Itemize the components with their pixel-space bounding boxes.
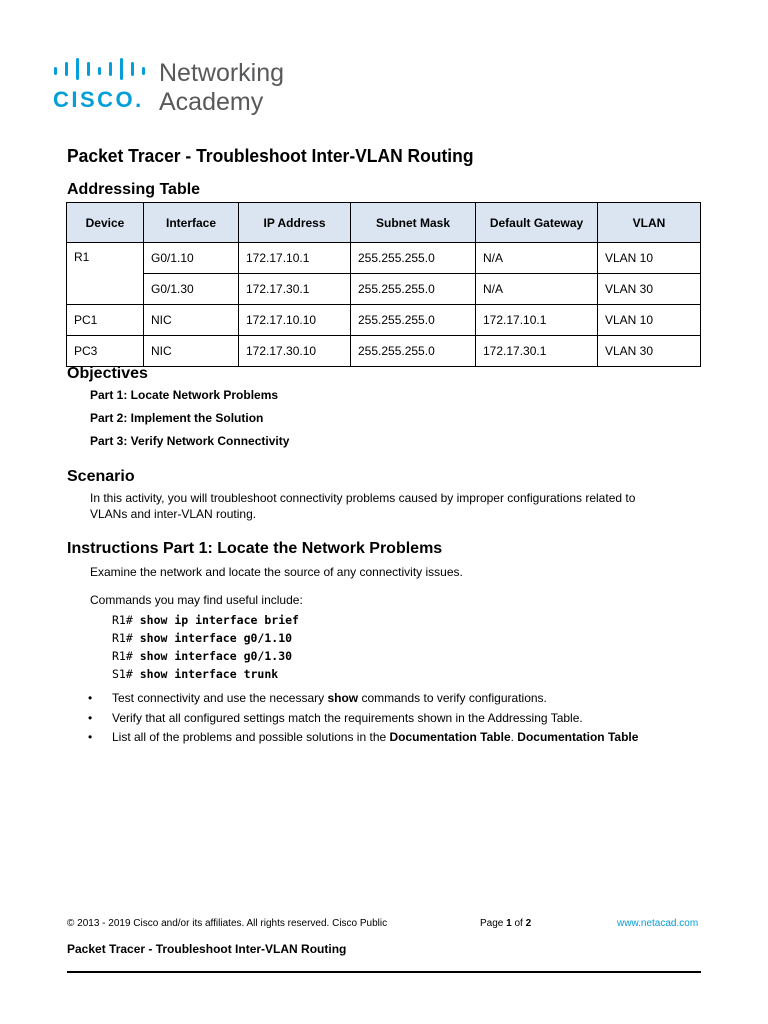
command-line [112,649,292,663]
table-row [67,274,701,305]
table-cell: 255.255.255.0 [351,274,476,305]
page-title: Packet Tracer - Troubleshoot Inter-VLAN Routing [67,146,474,166]
column-header: Default Gateway [476,203,598,243]
bullet-text: commands to verify configurations. [358,691,547,705]
footer-divider [67,971,701,973]
table-cell: R1 [67,243,144,305]
table-cell: G0/1.30 [144,274,239,305]
bullet-icon: • [88,691,93,705]
command-line [112,631,292,645]
commands-intro: Commands you may find useful include: [90,593,303,607]
bullet-text: Verify that all configured settings match the requirements shown in the Addressing Table. [112,711,583,725]
bullet-text: Test connectivity and use the necessary [112,691,328,705]
cisco-bars-icon [52,58,152,80]
scenario-text: In this activity, you will troubleshoot connectivity problems caused by improper configurations related to VLANs and inter-VLAN routing. [90,491,636,521]
table-cell: 172.17.30.10 [239,336,351,367]
command-line [112,667,278,681]
table-cell: 172.17.30.1 [239,274,351,305]
netacad-link[interactable]: www.netacad.com [617,918,699,929]
scenario-heading: Scenario [67,468,135,485]
command-prompt: S1# [112,667,133,681]
table-cell: NIC [144,305,239,336]
command-text: show ip interface brief [139,613,299,627]
table-cell: PC1 [67,305,144,336]
cisco-wordmark: CISCO. [53,87,144,112]
command-text: show interface g0/1.30 [139,649,293,663]
footer-page-number [480,918,531,929]
page-label: Page [480,918,507,929]
logo-academy: Academy [159,88,264,116]
command-prompt: R1# [112,631,133,645]
objective-part-1: Part 1: Locate Network Problems [90,388,279,402]
table-header-row [67,203,701,243]
table-cell: 255.255.255.0 [351,305,476,336]
table-cell: 172.17.30.1 [476,336,598,367]
table-cell: VLAN 30 [598,336,701,367]
column-header: VLAN [598,203,701,243]
table-cell: VLAN 10 [598,243,701,274]
bullet-icon: • [88,711,93,725]
page-label: of [511,918,526,929]
table-cell: 172.17.10.10 [239,305,351,336]
table-cell: 172.17.10.1 [476,305,598,336]
column-header: Device [67,203,144,243]
table-cell: 255.255.255.0 [351,243,476,274]
addressing-table-heading: Addressing Table [67,181,201,198]
objectives-heading: Objectives [67,365,148,382]
objective-part-3: Part 3: Verify Network Connectivity [90,434,290,448]
bullet-bold-text: show [327,691,359,705]
table-cell: VLAN 10 [598,305,701,336]
column-header: Subnet Mask [351,203,476,243]
command-text: show interface trunk [139,667,279,681]
bullet-text: List all of the problems and possible solutions in the [112,730,390,744]
table-cell: PC3 [67,336,144,367]
table-cell: VLAN 30 [598,274,701,305]
bullet-text: . [510,730,518,744]
page-total: 2 [525,918,532,929]
footer-title: Packet Tracer - Troubleshoot Inter-VLAN Routing [67,942,347,956]
page-current: 1 [506,918,512,929]
table-row [67,336,701,367]
command-text: show interface g0/1.10 [139,631,293,645]
objective-part-2: Part 2: Implement the Solution [90,411,264,425]
command-line [112,613,299,627]
bullet-bold-text: Documentation Table [389,730,511,744]
table-row [67,305,701,336]
table-row [67,243,701,274]
column-header: Interface [144,203,239,243]
table-cell: N/A [476,243,598,274]
table-cell: 255.255.255.0 [351,336,476,367]
documentation-table-link[interactable]: Documentation Table [517,730,639,744]
command-prompt: R1# [112,649,133,663]
instructions-intro: Examine the network and locate the source of any connectivity issues. [90,565,463,579]
table-cell: G0/1.10 [144,243,239,274]
footer-copyright: © 2013 - 2019 Cisco and/or its affiliates. All rights reserved. Cisco Public [67,918,388,929]
table-cell: NIC [144,336,239,367]
table-cell: 172.17.10.1 [239,243,351,274]
command-prompt: R1# [112,613,133,627]
logo-networking: Networking [159,59,285,87]
column-header: IP Address [239,203,351,243]
table-cell: N/A [476,274,598,305]
bullet-icon: • [88,730,93,744]
addressing-table [66,202,701,367]
cisco-networking-academy-logo [52,58,312,118]
instructions-heading: Instructions Part 1: Locate the Network Problems [67,540,443,557]
